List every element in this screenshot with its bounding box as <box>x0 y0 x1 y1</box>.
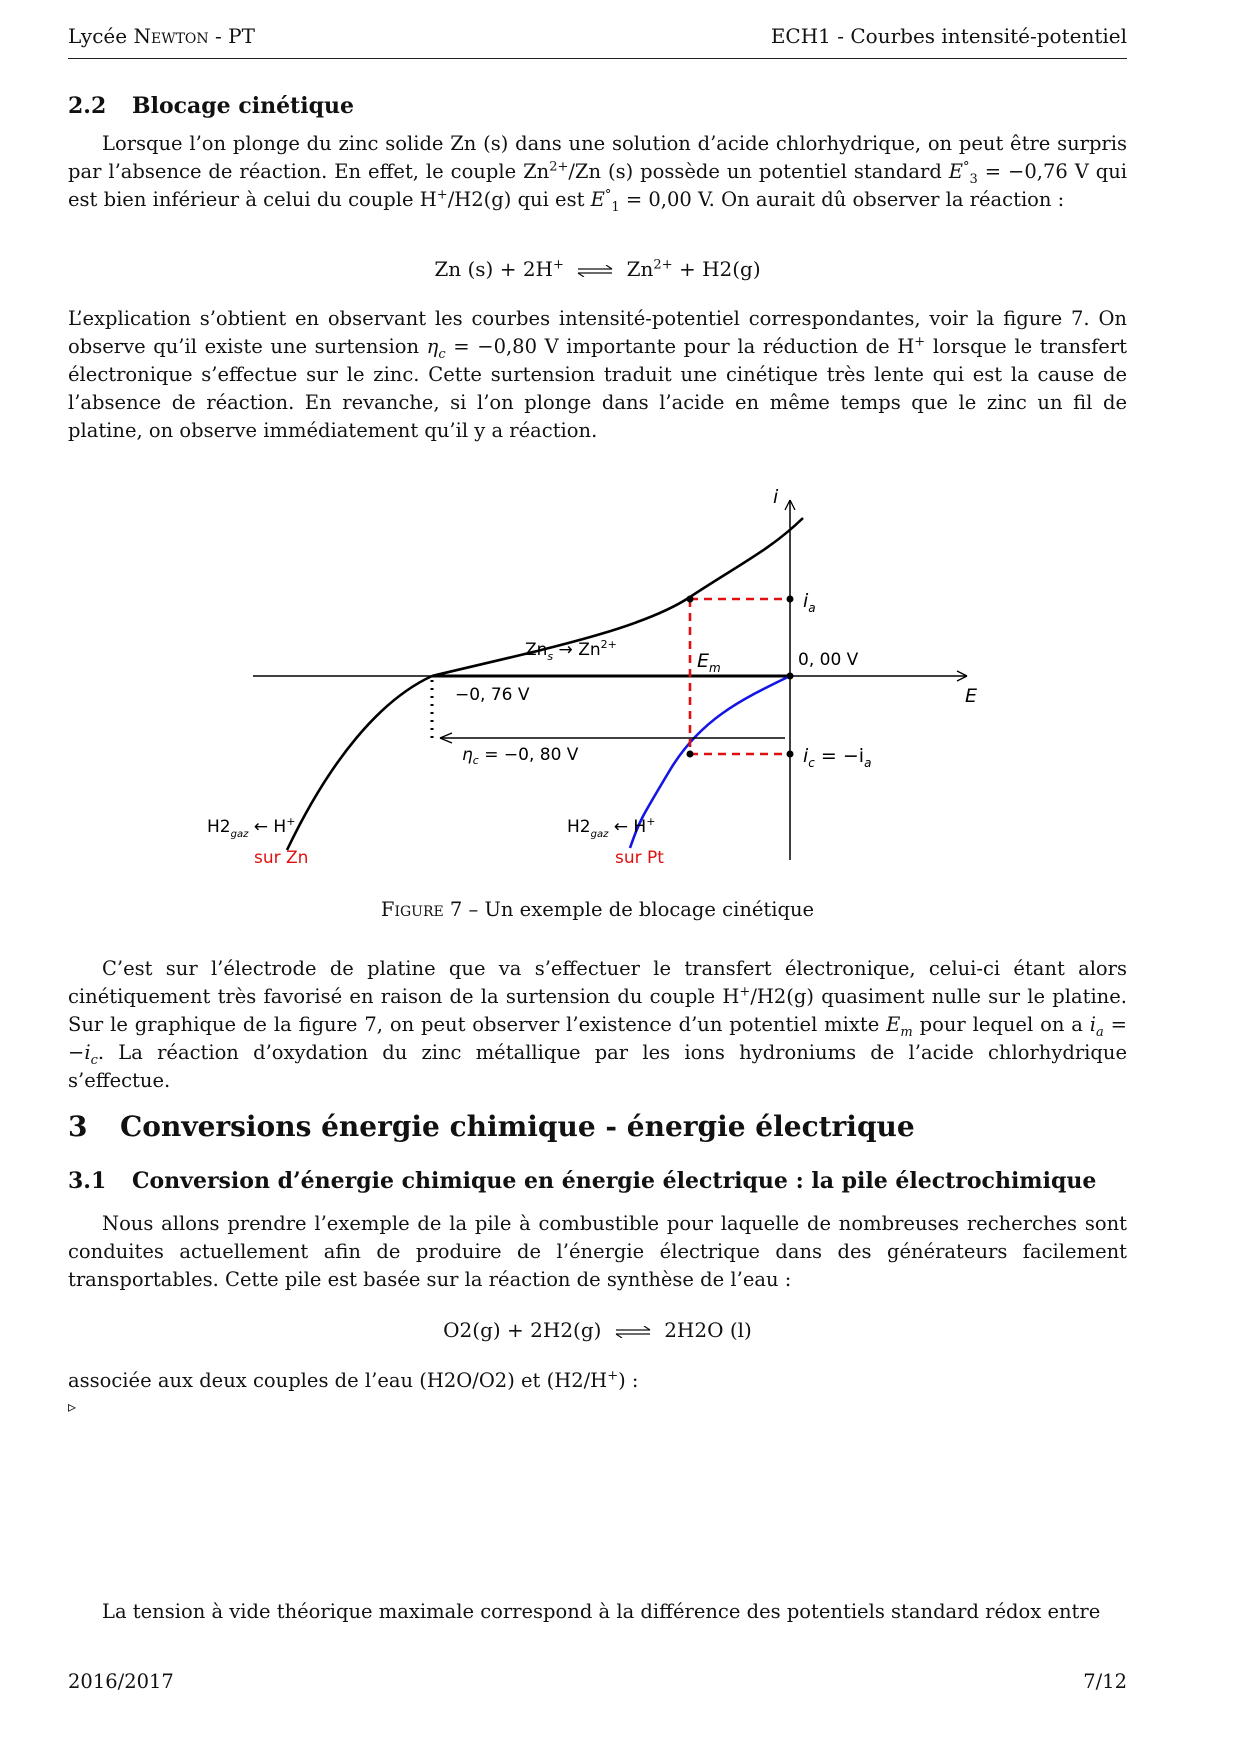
header-rule <box>68 58 1127 59</box>
section-3-1-heading: 3.1 Conversion d’énergie chimique en énergie électrique : la pile électrochimique <box>68 1168 1097 1194</box>
point-ia-curve <box>687 596 694 603</box>
paragraph-after-figure: C’est sur l’électrode de platine que va s’effectuer le transfert électronique, celui-ci étant alors cinétiquement très favorisé en raison de la surtension du couple H+/H2(g) quasiment nulle sur le platine. Sur le graphique de la figure 7, on peut observer l’existence d’un potentiel mixte $E_m$ pour lequel on a $i_a = -i_c$. La réaction d’oxydation du zinc métallique par les ions hydroniums de l’acide chlorhydrique s’effectue. <box>68 957 1127 1092</box>
label-minus-076: −0, 76 V <box>455 685 530 705</box>
label-ia: $i_a$ <box>803 590 816 615</box>
section-2-2-paragraph-2: L’explication s’obtient en observant les courbes intensité-potentiel correspondantes, voir la figure 7. On observe qu’il existe une surtension $\eta_c = -0,80$ V importante pour la réduction de H+ lorsque le transfert électronique s’effectue sur le zinc. Cette surtension traduit une cinétique très lente qui est la cause de l’absence de réaction. En revanche, si l’on plonge dans l’acide en même temps que le zinc un fil de platine, on observe immédiatement qu’il y a réaction. <box>68 307 1128 442</box>
label-ic: $i_c = -i_a$ <box>803 745 872 770</box>
point-ic-curve <box>687 751 694 758</box>
label-zn-oxidation: $Zn_s \to Zn^{2+}$ <box>525 638 617 663</box>
label-zero-volt: 0, 00 V <box>798 650 859 670</box>
section-3-1-paragraph-1: Nous allons prendre l’exemple de la pile à combustible pour laquelle de nombreuses recherches sont conduites actuellement afin de produire de l’énergie électrique dans des générateurs facilement transportables. Cette pile est basée sur la réaction de synthèse de l’eau : <box>68 1212 1127 1291</box>
label-eta-c: $\eta_c = -0$, 80 V <box>462 745 579 767</box>
label-h2-on-zn: $H2_{gaz}$ ← H+ <box>207 815 296 840</box>
point-ic-axis <box>787 751 794 758</box>
label-em: $E_m$ <box>697 650 721 675</box>
point-origin <box>787 673 794 680</box>
figure-7-intensity-potential-diagram <box>180 480 1000 880</box>
label-sur-pt: sur Pt <box>615 848 664 868</box>
equation-zn-h: Zn (s) + 2H+ $Zn^{2+} + H2(g)$ <box>434 257 761 281</box>
h-reduction-on-zn-curve <box>287 676 432 850</box>
section-3-1-paragraph-2: associée aux deux couples de l’eau (H2O/O2) et (H2/H+) : <box>68 1368 639 1392</box>
section-3-heading: 3 Conversions énergie chimique - énergie électrique <box>68 1110 915 1143</box>
equilibrium-arrow-icon <box>614 1326 652 1338</box>
zn-oxidation-curve <box>432 518 803 676</box>
footer-year: 2016/2017 <box>68 1670 174 1693</box>
section-2-2-heading: 2.2 Blocage cinétique <box>68 93 354 119</box>
bullet-triangle-icon: ▹ <box>68 1397 77 1416</box>
header-left: Lycée Newton - PT <box>68 24 255 48</box>
equilibrium-arrow-icon <box>576 265 614 277</box>
point-ia-axis <box>787 596 794 603</box>
footer-page-number: 7/12 <box>1083 1670 1127 1693</box>
label-e-axis: E <box>965 685 978 707</box>
equation-water-synthesis: O2(g) + 2H2(g) 2H2O (l) <box>443 1318 752 1342</box>
figure-7-caption: Figure 7 – Un exemple de blocage cinétique <box>380 898 815 921</box>
section-3-1-paragraph-3: La tension à vide théorique maximale correspond à la différence des potentiels standard rédox entre <box>102 1600 1101 1623</box>
section-2-2-paragraph-1: Lorsque l’on plonge du zinc solide Zn (s) dans une solution d’acide chlorhydrique, on peut être surpris par l’absence de réaction. En effet, le couple $Zn^{2+}/Zn$ (s) possède un potentiel standard $E^\circ_3 = -0,76$ V qui est bien inférieur à celui du couple H+/H2(g) qui est $E^\circ_1 = 0,00$ V. On aurait dû observer la réaction : <box>68 132 1128 215</box>
label-i-axis: i <box>773 486 779 508</box>
label-sur-zn: sur Zn <box>254 848 309 868</box>
label-h2-on-pt: $H2_{gaz}$ ← H+ <box>567 815 656 840</box>
header-right: ECH1 - Courbes intensité-potentiel <box>770 24 1127 48</box>
